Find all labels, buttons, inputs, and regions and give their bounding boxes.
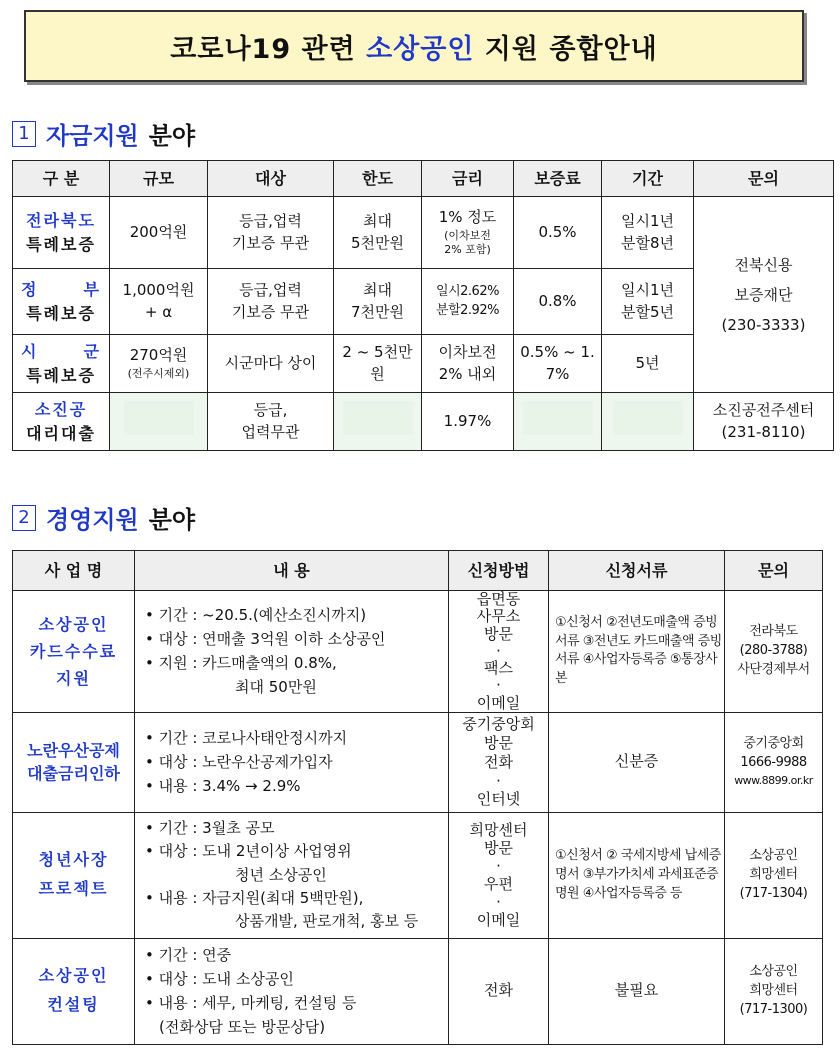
rate-cell: 이차보전 2% 내외 [422,335,514,393]
period-cell: 5년 [602,335,694,393]
table-row [13,712,823,812]
period-cell: 일시1년 분할5년 [602,269,694,335]
header-cell: 한도 [334,161,422,197]
table-row [13,938,823,1044]
title-highlight: 소상공인 [366,33,475,65]
limit-cell: 2 ~ 5천만 원 [334,335,422,393]
header-cell: 보증료 [514,161,602,197]
header-cell: 대상 [208,161,334,197]
content-cell: • 기간 : 3월초 공모 • 대상 : 도내 2년이상 사업영위 청년 소상공인 • 내용 : 자금지원(최대 5백만원), 상품개발, 판로개척, 홍보 등 [135,812,449,938]
table-header-row [13,551,823,591]
contact-cell: 중기중앙회 1666-9988 www.8899.or.kr [725,712,823,812]
section-title-blue: 경영지원 [46,506,139,534]
empty-cell [514,393,602,451]
content-cell: • 기간 : ~20.5.(예산소진시까지) • 대상 : 연매출 3억원 이하 소상공인 • 지원 : 카드매출액의 0.8%, 최대 50만원 [135,591,449,713]
section-number: 2 [12,505,36,531]
row-label: 소진공 대리대출 [13,393,110,451]
table-row [13,393,834,451]
method-cell: 중기중앙회 방문 전화 · 인터넷 [449,712,549,812]
header-cell: 내 용 [135,551,449,591]
content-cell: • 기간 : 연중 • 대상 : 도내 소상공인 • 내용 : 세무, 마케팅, 컨설팅 등 (전화상담 또는 방문상담) [135,938,449,1044]
row-label: 시 군 특례보증 [13,335,110,393]
contact-cell: 소진공전주센터 (231-8110) [694,393,834,451]
header-cell: 사 업 명 [13,551,135,591]
contact-cell: 소상공인 희망센터 (717-1304) [725,812,823,938]
table-row [13,591,823,713]
row-label: 노란우산공제 대출금리인하 [13,712,135,812]
rate-cell: 1.97% [422,393,514,451]
title-suffix: 지원 종합안내 [474,33,658,65]
period-cell: 일시1년 분할8년 [602,197,694,269]
content-cell: • 기간 : 코로나사태안정시까지 • 대상 : 노란우산공제가입자 • 내용 : 3.4% → 2.9% [135,712,449,812]
title-prefix: 코로나19 관련 [170,33,367,65]
section-title-blue: 자금지원 [46,122,139,150]
row-label: 전라북도 특례보증 [13,197,110,269]
section-title-rest: 분야 [148,122,196,150]
limit-cell: 최대 5천만원 [334,197,422,269]
fee-cell: 0.8% [514,269,602,335]
limit-cell: 최대 7천만원 [334,269,422,335]
target-cell: 시군마다 상이 [208,335,334,393]
header-cell: 문의 [694,161,834,197]
docs-cell: ①신청서 ②전년도매출액 증빙서류 ③전년도 카드매출액 증빙서류 ④사업자등록증 ⑤통장사본 [549,591,725,713]
funding-table [12,160,834,451]
management-table [12,550,823,1045]
method-cell: 읍면동 사무소 방문 · 팩스 · 이메일 [449,591,549,713]
contact-cell: 소상공인 희망센터 (717-1300) [725,938,823,1044]
method-cell: 전화 [449,938,549,1044]
docs-cell: ①신청서 ② 국세지방세 납세증명서 ③부가가치세 과세표준증명원 ④사업자등록증 등 [549,812,725,938]
header-cell: 구 분 [13,161,110,197]
target-cell: 등급,업력 기보증 무관 [208,269,334,335]
target-cell: 등급, 업력무관 [208,393,334,451]
rate-cell: 1% 정도 (이차보전 2% 포함) [422,197,514,269]
row-label: 소상공인 카드수수료 지원 [13,591,135,713]
empty-cell [110,393,208,451]
shared-contact-cell: 전북신용 보증재단 (230-3333) [694,197,834,393]
docs-cell: 신분증 [549,712,725,812]
title-banner [24,10,804,82]
empty-cell [602,393,694,451]
target-cell: 등급,업력 기보증 무관 [208,197,334,269]
table-row [13,812,823,938]
row-label: 청년사장 프로젝트 [13,812,135,938]
header-cell: 규모 [110,161,208,197]
row-label: 정 부 특례보증 [13,269,110,335]
header-cell: 신청서류 [549,551,725,591]
header-cell: 금리 [422,161,514,197]
section-heading-management [12,500,195,535]
section-heading-funding [12,116,195,151]
method-cell: 희망센터 방문 · 우편 · 이메일 [449,812,549,938]
section-title-rest: 분야 [148,506,196,534]
docs-cell: 불필요 [549,938,725,1044]
row-label: 소상공인 컨설팅 [13,938,135,1044]
contact-cell: 전라북도 (280-3788) 사단경제부서 [725,591,823,713]
header-cell: 기간 [602,161,694,197]
scale-cell: 270억원 (전주시제외) [110,335,208,393]
section-number: 1 [12,121,36,147]
header-cell: 신청방법 [449,551,549,591]
table-header-row [13,161,834,197]
empty-cell [334,393,422,451]
fee-cell: 0.5% ~ 1. 7% [514,335,602,393]
fee-cell: 0.5% [514,197,602,269]
rate-cell: 일시2.62% 분할2.92% [422,269,514,335]
scale-cell: 200억원 [110,197,208,269]
scale-cell: 1,000억원 + α [110,269,208,335]
header-cell: 문의 [725,551,823,591]
table-row [13,197,834,269]
